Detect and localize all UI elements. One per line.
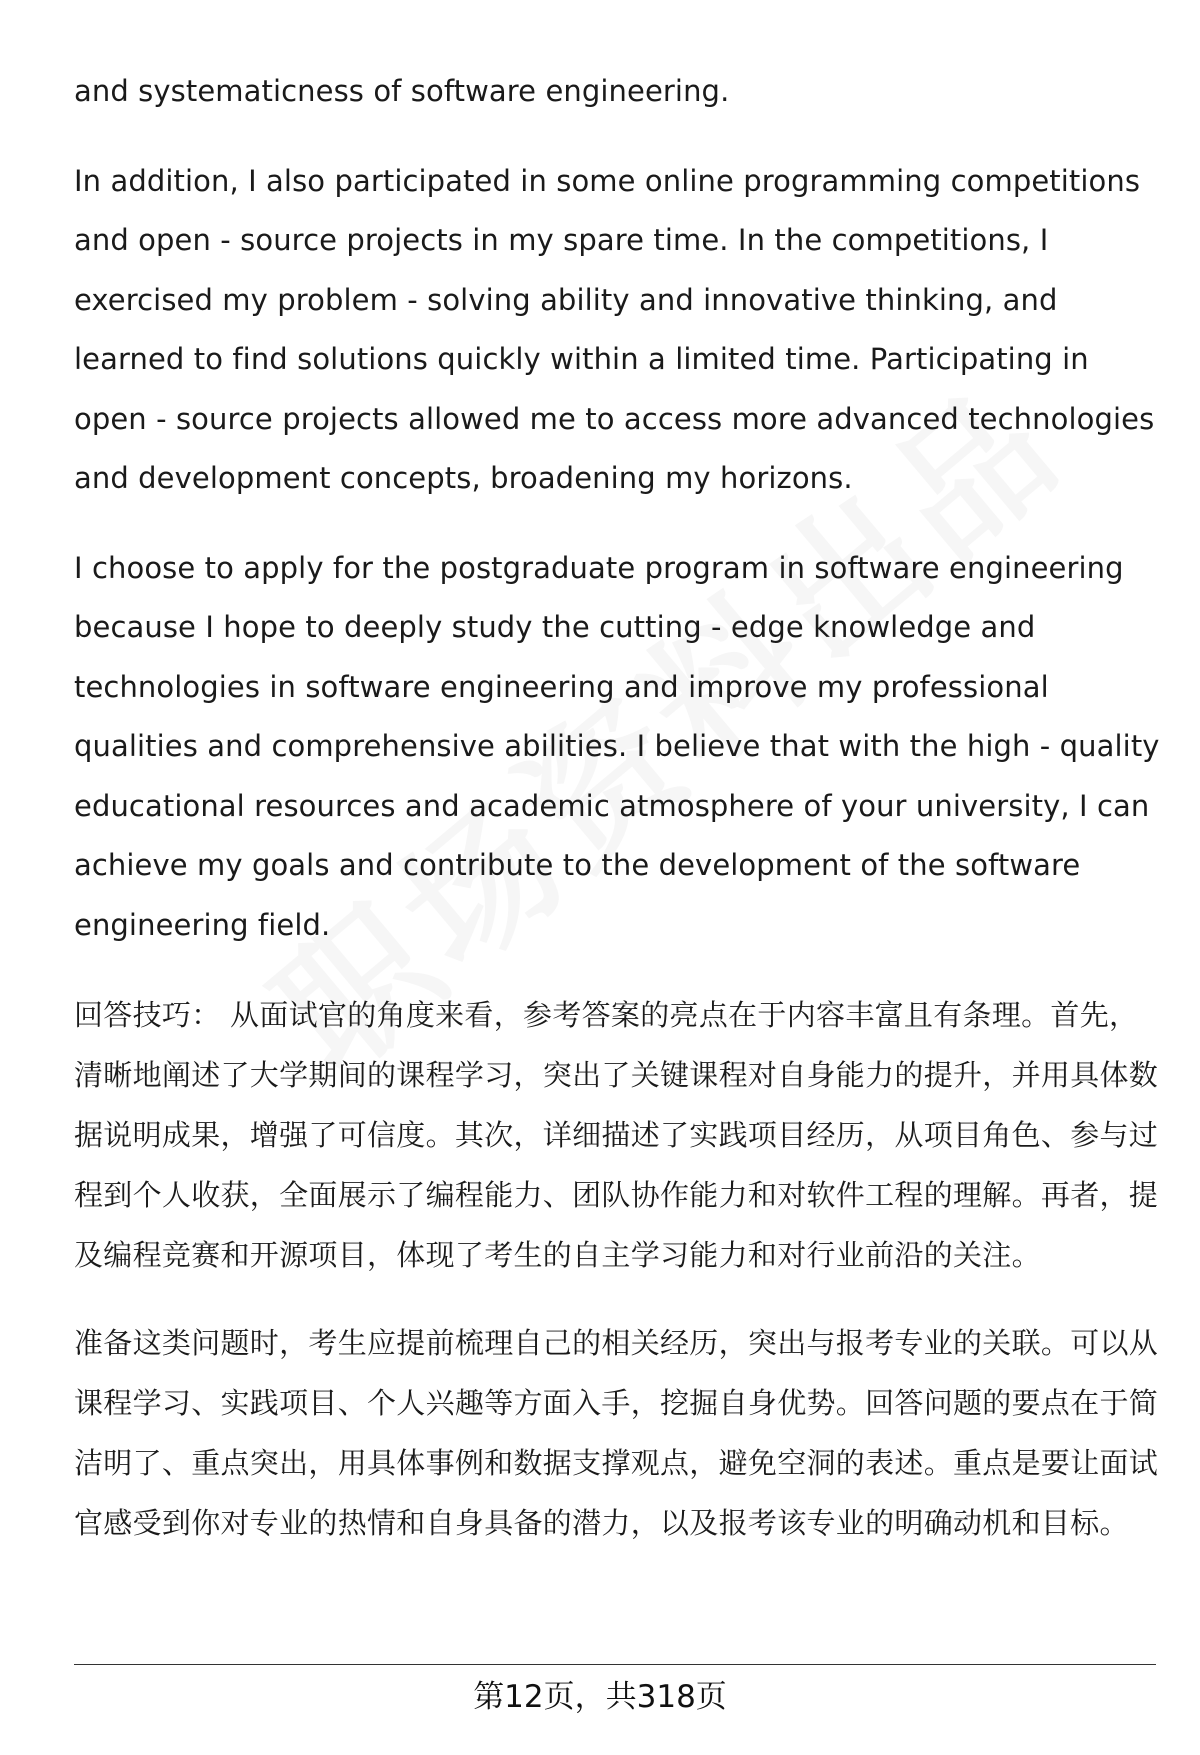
answer-tips-paragraph: 回答技巧： 从面试官的角度来看，参考答案的亮点在于内容丰富且有条理。首先，清晰地阐述了大学期间的课程学习，突出了关键课程对自身能力的提升，并用具体数据说明成果，增强了可信度。其次，详细描述了实践项目经历，从项目角色、参与过程到个人收获，全面展示了编程能力、团队协作能力和对软件工程的理解。再者，提及编程竞赛和开源项目，体现了考生的自主学习能力和对行业前沿的关注。 <box>74 998 1159 1272</box>
document-body <box>74 62 1160 1581</box>
paragraph-en-2: In addition, I also participated in some online programming competitions and open - source projects in my spare time. In the competitions, I exercised my problem - solving ability and innovative thinking, and learned to find solutions quickly within a limited time. Participating in open - source projects allowed me to access more advanced technologies and development concepts, broadening my horizons. <box>74 163 1155 495</box>
paragraph-en-3: I choose to apply for the postgraduate program in software engineering because I hope to deeply study the cutting - edge knowledge and technologies in software engineering and improve my professional qualities and comprehensive abilities. I believe that with the high - quality educational resources and academic atmosphere of your university, I can achieve my goals and contribute to the development of the software engineering field. <box>74 550 1160 942</box>
paragraph-en-1: and systematicness of software engineering. <box>74 74 730 108</box>
page-number: 第12页，共318页 <box>473 1679 727 1715</box>
preparation-advice-paragraph: 准备这类问题时，考生应提前梳理自己的相关经历，突出与报考专业的关联。可以从课程学习、实践项目、个人兴趣等方面入手，挖掘自身优势。回答问题的要点在于简洁明了、重点突出，用具体事例和数据支撑观点，避免空洞的表述。重点是要让面试官感受到你对专业的热情和自身具备的潜力，以及报考该专业的明确动机和目标。 <box>74 1326 1159 1540</box>
footer-divider <box>74 1664 1156 1665</box>
